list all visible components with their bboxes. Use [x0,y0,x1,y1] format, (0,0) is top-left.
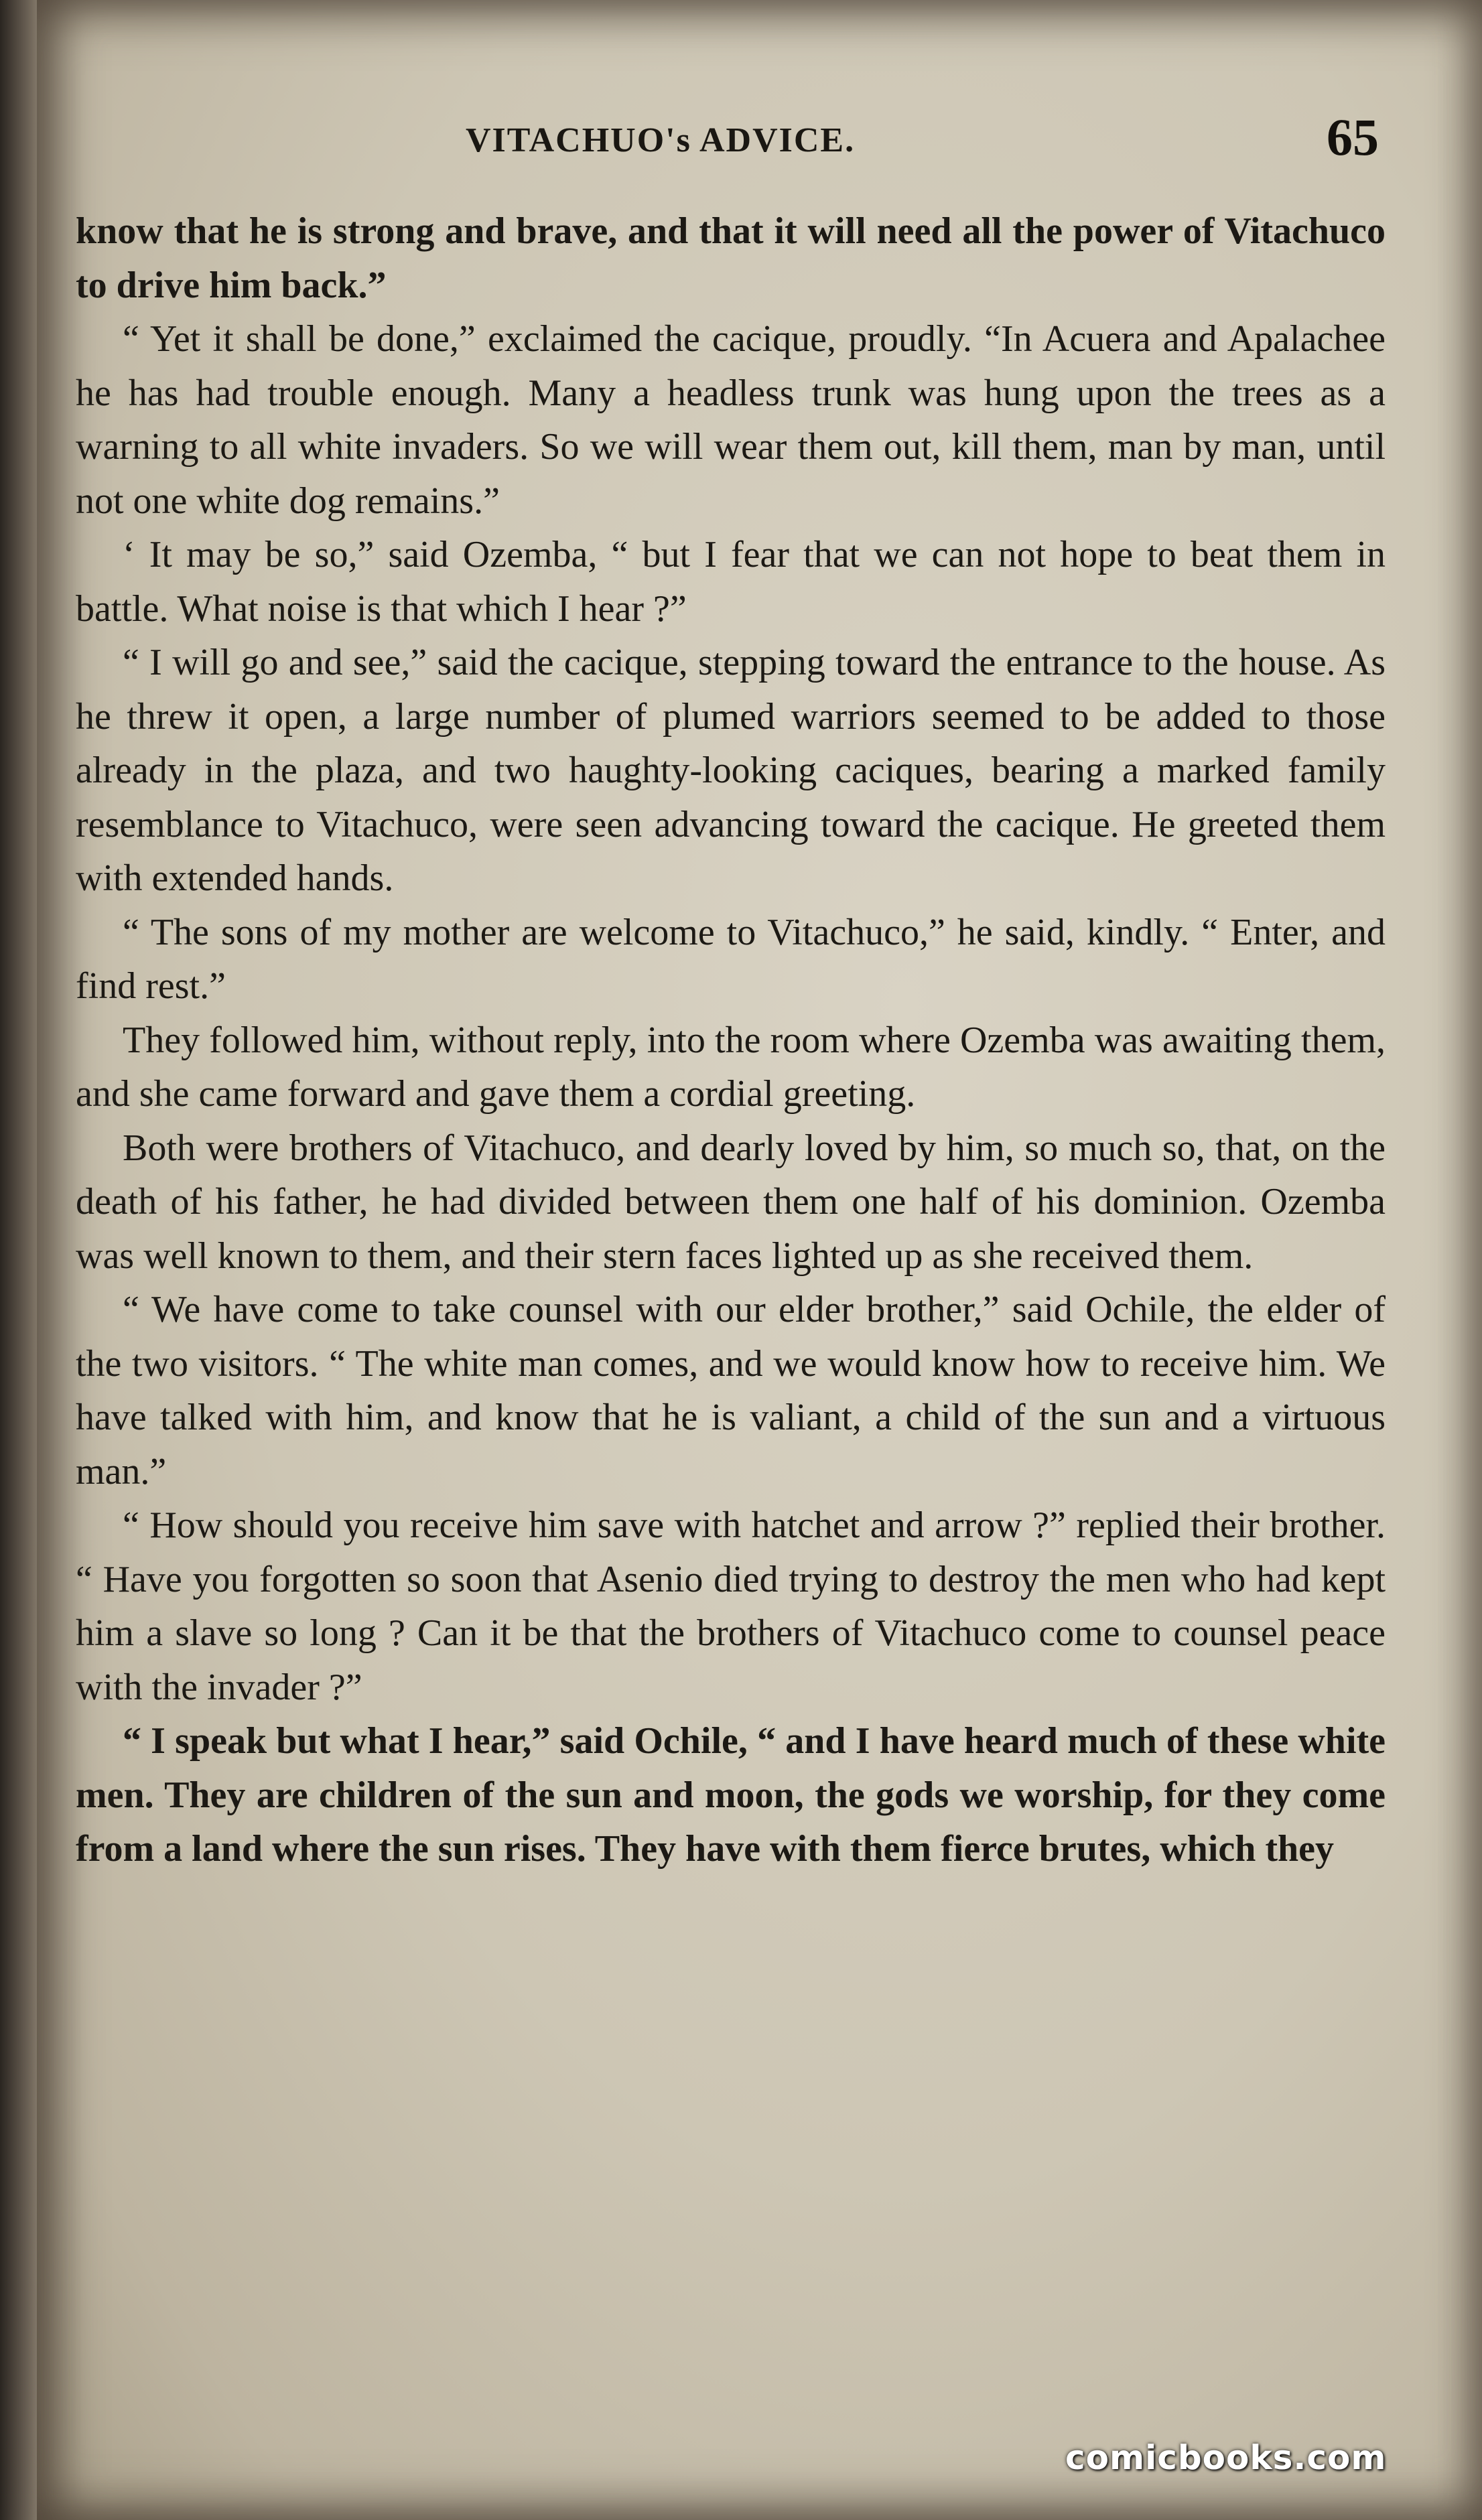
paragraph-1: know that he is strong and brave, and that it will need all the power of Vitachuco to drive him back.” [76,210,1386,306]
running-head: VITACHUO's ADVICE. [466,121,856,159]
page-number: 65 [1327,108,1379,166]
paragraph-7: Both were brothers of Vitachuco, and dearly loved by him, so much so, that, on the death of his father, he had divided between them one half of his dominion. Ozemba was well known to them, and their stern faces lighted up as she received them. [76,1127,1386,1277]
paragraph-8: “ We have come to take counsel with our elder brother,” said Ochile, the elder of the two visitors. “ The white man comes, and we would know how to receive him. We have talked with him, and know that he is valiant, a child of the sun and a virtuous man.” [76,1289,1386,1492]
paragraph-2: “ Yet it shall be done,” exclaimed the cacique, proudly. “In Acuera and Apalachee he has had trouble enough. Many a headless trunk was hung upon the trees as a warning to all white invaders. So we will wear them out, kill them, man by man, until not one white dog remains.” [76,318,1386,522]
site-watermark: comicbooks.com [1065,2438,1387,2477]
body-text [76,204,1386,1876]
paragraph-10: “ I speak but what I hear,” said Ochile, “ and I have heard much of these white men. They are children of the sun and moon, the gods we worship, for they come from a land where the sun rises. They have with them fierce brutes, which they [76,1720,1386,1870]
paragraph-4: “ I will go and see,” said the cacique, stepping toward the entrance to the house. As he threw it open, a large number of plumed warriors seemed to be added to those already in the plaza, and two haughty-looking caciques, bearing a marked family resemblance to Vitachuco, were seen advancing toward the cacique. He greeted them with extended hands. [76,642,1386,899]
paragraph-3: ‘ It may be so,” said Ozemba, “ but I fear that we can not hope to beat them in battle. What noise is that which I hear ?” [76,534,1386,630]
paragraph-6: They followed him, without reply, into the room where Ozemba was awaiting them, and she came forward and gave them a cordial greeting. [76,1019,1386,1115]
paragraph-9: “ How should you receive him save with hatchet and arrow ?” replied their brother. “ Have you forgotten so soon that Asenio died trying to destroy the men who had kept him a slave so long ? Can it be that the brothers of Vitachuco come to counsel peace with the invader ?” [76,1504,1386,1708]
book-page [37,0,1482,2520]
paragraph-5: “ The sons of my mother are welcome to Vitachuco,” he said, kindly. “ Enter, and find rest.” [76,911,1386,1007]
page-header [37,100,1482,174]
